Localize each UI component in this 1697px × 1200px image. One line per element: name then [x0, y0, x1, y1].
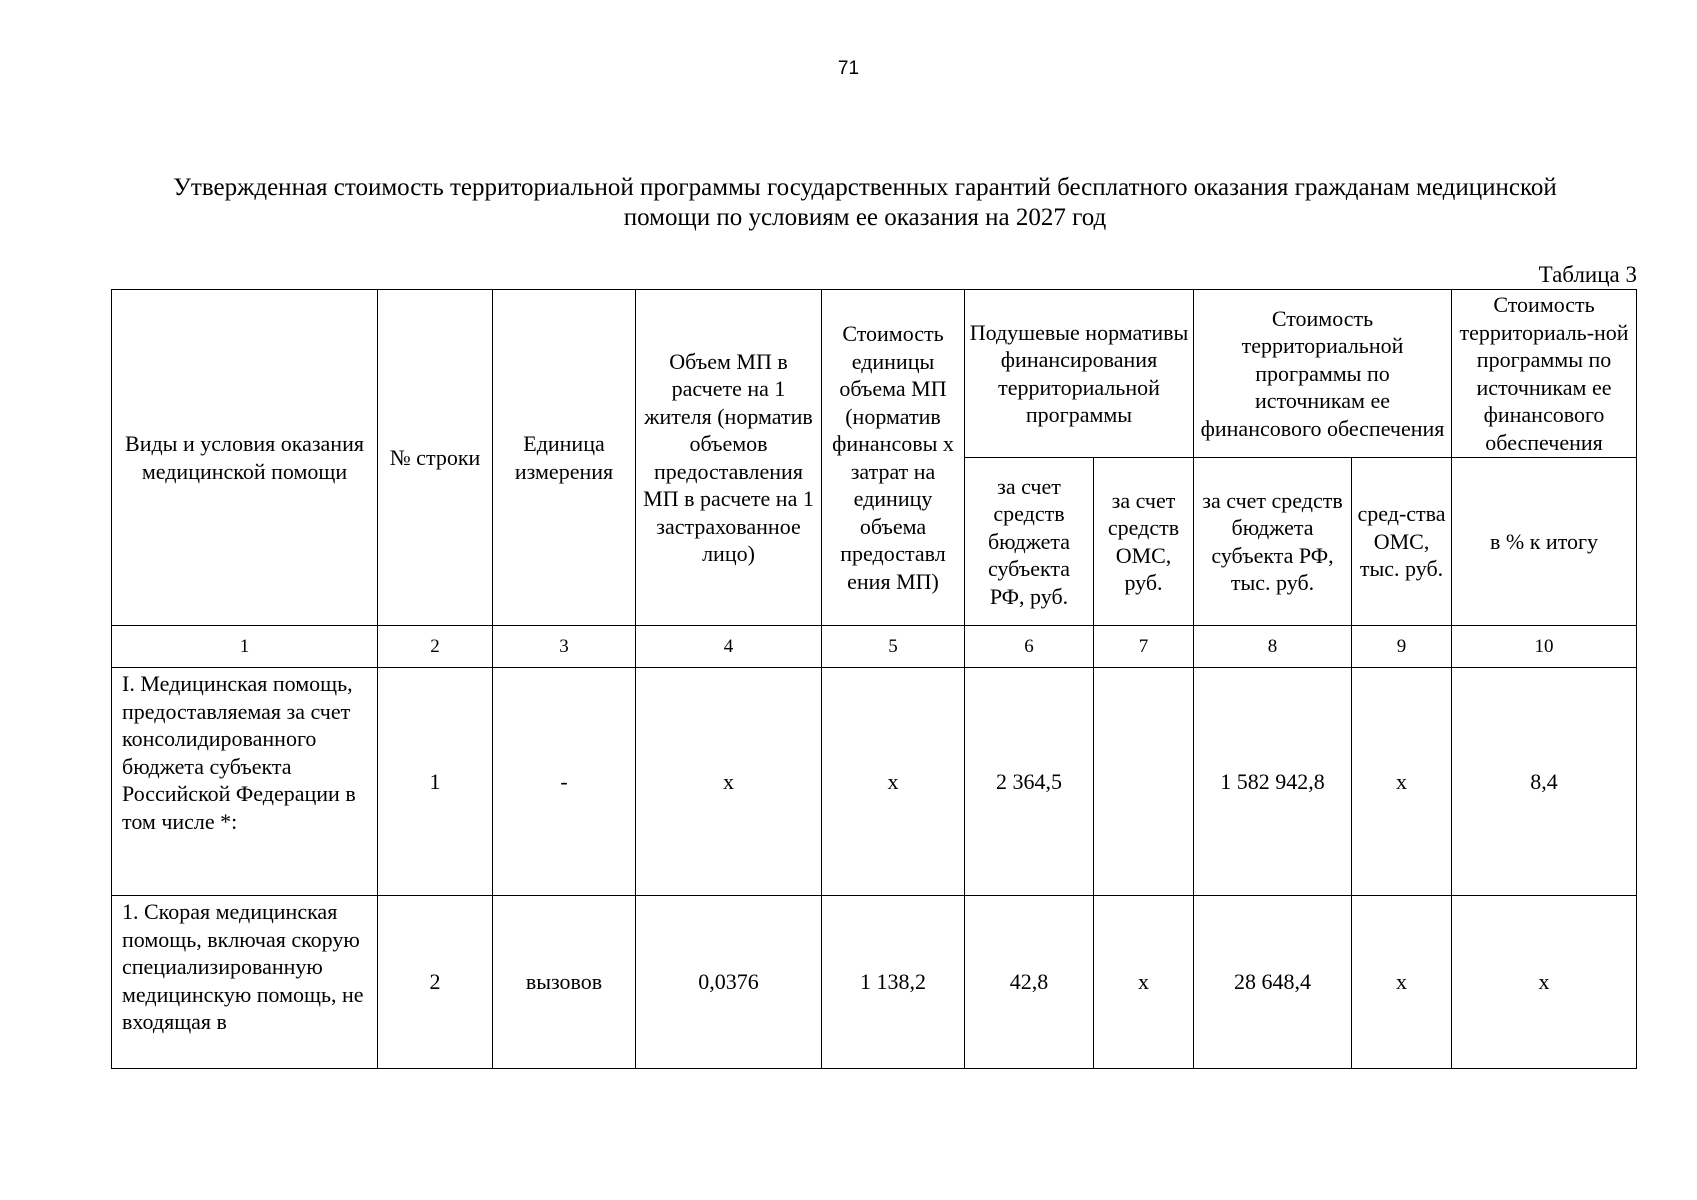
row-per-capita-oms — [1094, 668, 1194, 896]
row-volume: х — [636, 668, 822, 896]
column-number: 3 — [493, 626, 636, 668]
row-cost-budget: 28 648,4 — [1194, 896, 1352, 1069]
header-unit-cost: Стоимость единицы объема МП (норматив финансовы х затрат на единицу объема предоставл ения МП) — [822, 290, 965, 626]
column-number: 5 — [822, 626, 965, 668]
cost-table — [111, 289, 1637, 1069]
title-line-1: Утвержденная стоимость территориальной программы государственных гарантий бесплатного оказания гражданам медицинской — [173, 174, 1557, 201]
title-line-2: помощи по условиям ее оказания на 2027 год — [623, 204, 1107, 231]
row-cost-oms: х — [1352, 668, 1452, 896]
row-number: 1 — [378, 668, 493, 896]
column-number: 6 — [965, 626, 1094, 668]
row-unit-cost: х — [822, 668, 965, 896]
header-cost-budget: за счет средств бюджета субъекта РФ, тыс. руб. — [1194, 458, 1352, 626]
row-percent: 8,4 — [1452, 668, 1637, 896]
header-unit: Единица измерения — [493, 290, 636, 626]
header-cost-oms: сред-ства ОМС, тыс. руб. — [1352, 458, 1452, 626]
row-unit-cost: 1 138,2 — [822, 896, 965, 1069]
header-cost-sources: Стоимость территориальной программы по источникам ее финансового обеспечения — [1194, 290, 1452, 458]
header-per-capita-budget: за счет средств бюджета субъекта РФ, руб. — [965, 458, 1094, 626]
row-cost-oms: х — [1352, 896, 1452, 1069]
row-volume: 0,0376 — [636, 896, 822, 1069]
row-name: 1. Скорая медицинская помощь, включая скорую специализированную медицинскую помощь, не входящая в — [112, 896, 378, 1069]
column-number-row — [112, 626, 1637, 668]
document-title — [100, 173, 1630, 233]
row-per-capita-oms: х — [1094, 896, 1194, 1069]
header-per-capita-oms: за счет средств ОМС, руб. — [1094, 458, 1194, 626]
header-row-number: № строки — [378, 290, 493, 626]
column-number: 7 — [1094, 626, 1194, 668]
row-per-capita-budget: 42,8 — [965, 896, 1094, 1069]
page-number: 71 — [837, 58, 860, 79]
row-unit: - — [493, 668, 636, 896]
row-name: I. Медицинская помощь, предоставляемая за счет консолидированного бюджета субъекта Российской Федерации в том числе *: — [112, 668, 378, 896]
row-cost-budget: 1 582 942,8 — [1194, 668, 1352, 896]
table-row — [112, 668, 1637, 896]
table-row — [112, 896, 1637, 1069]
column-number: 1 — [112, 626, 378, 668]
column-number: 2 — [378, 626, 493, 668]
header-volume: Объем МП в расчете на 1 жителя (норматив объемов предоставления МП в расчете на 1 застрахованное лицо) — [636, 290, 822, 626]
header-per-capita: Подушевые нормативы финансирования территориальной программы — [965, 290, 1194, 458]
row-percent: х — [1452, 896, 1637, 1069]
column-number: 9 — [1352, 626, 1452, 668]
header-cost-sources-2: Стоимость территориаль-ной программы по источникам ее финансового обеспечения — [1452, 290, 1637, 458]
header-percent: в % к итогу — [1452, 458, 1637, 626]
table-caption: Таблица 3 — [1538, 262, 1637, 287]
row-per-capita-budget: 2 364,5 — [965, 668, 1094, 896]
row-unit: вызовов — [493, 896, 636, 1069]
header-kinds: Виды и условия оказания медицинской помощи — [112, 290, 378, 626]
column-number: 4 — [636, 626, 822, 668]
cost-table-wrapper — [111, 289, 1637, 1069]
column-number: 8 — [1194, 626, 1352, 668]
column-number: 10 — [1452, 626, 1637, 668]
row-number: 2 — [378, 896, 493, 1069]
